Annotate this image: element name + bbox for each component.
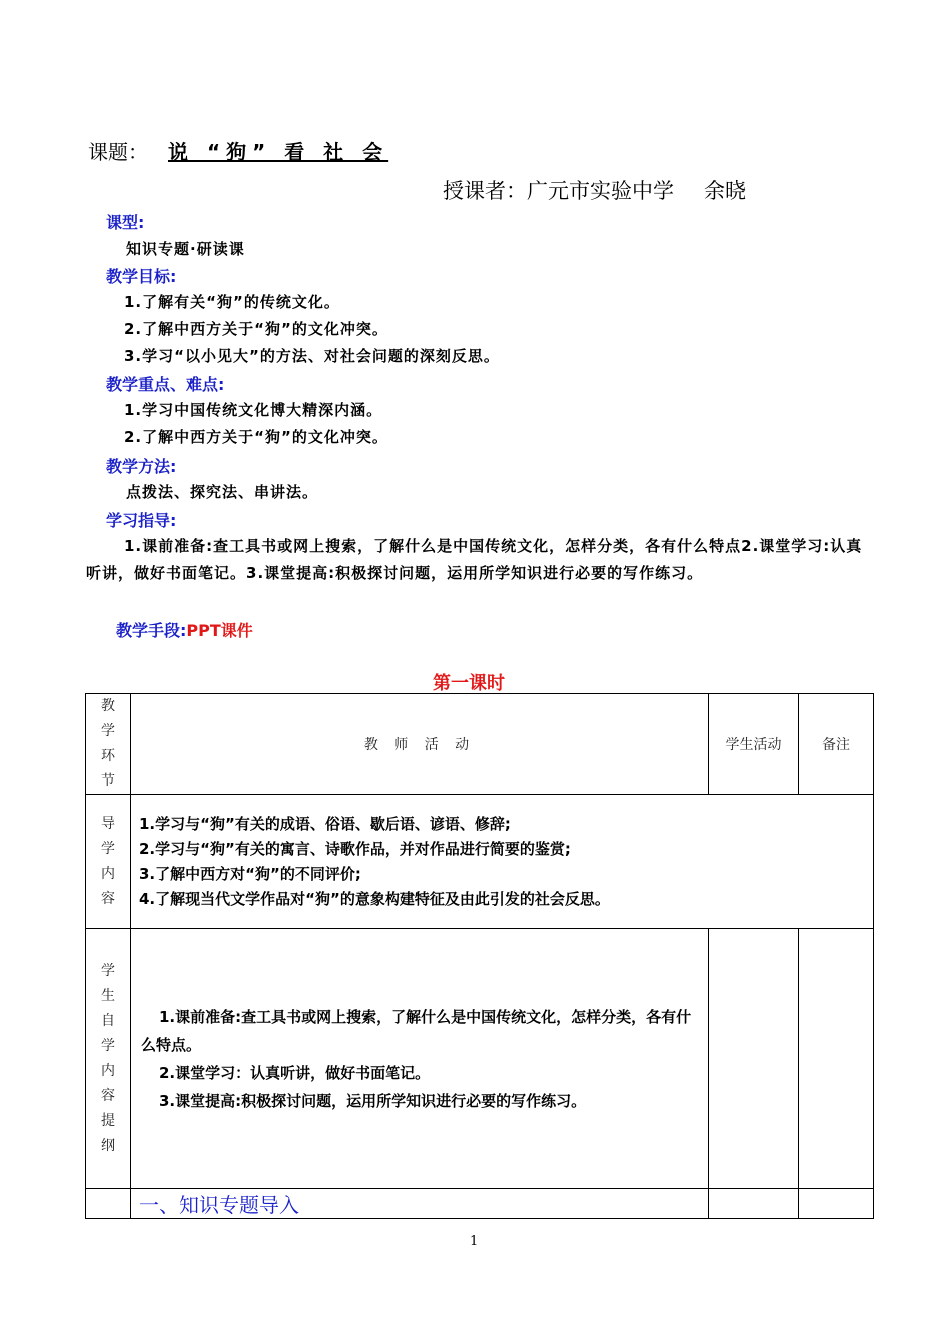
page-number: 1: [470, 1234, 479, 1249]
means-line: [116, 618, 253, 641]
means-value: PPT课件: [186, 621, 253, 640]
title-topic: 说 “狗” 看 社 会: [168, 140, 389, 164]
method-value: 点拨法、探究法、串讲法。: [126, 483, 319, 501]
self-label-char: 自: [101, 1012, 115, 1029]
type-heading: 课型:: [106, 213, 145, 232]
self-study-note-cell: [799, 929, 874, 1189]
goal-item: 2.了解中西方关于“狗”的文化冲突。: [124, 320, 388, 338]
goals-heading: 教学目标:: [106, 267, 177, 286]
section-row-label-cell: [86, 1189, 131, 1219]
header-notes: 备注: [799, 694, 874, 795]
header-teacher-activity: 教 师 活 动: [131, 694, 709, 795]
self-study-label: [86, 929, 131, 1189]
self-study-row: [86, 929, 874, 1189]
means-label: 教学手段:: [116, 621, 187, 640]
lesson-period-title: 第一课时: [433, 673, 505, 694]
guide-label-char: 容: [101, 890, 115, 907]
guide-item: 1.学习与“狗”有关的成语、俗语、歇后语、谚语、修辞;: [139, 814, 511, 833]
header-stage-char: 教: [101, 698, 115, 714]
goal-item: 1.了解有关“狗”的传统文化。: [124, 293, 340, 311]
self-study-item: 1.课前准备:查工具书或网上搜索，了解什么是中国传统文化，怎样分类，各有什么特点。: [141, 1007, 692, 1054]
guide-label-char: 内: [101, 865, 115, 882]
key-item: 1.学习中国传统文化博大精深内涵。: [124, 401, 383, 419]
title-label: 课题：: [88, 140, 148, 164]
guide-item: 4.了解现当代文学作品对“狗”的意象构建特征及由此引发的社会反思。: [139, 889, 610, 908]
section-row: [86, 1189, 874, 1219]
guide-item: 3.了解中西方对“狗”的不同评价;: [139, 864, 361, 883]
author-line: [443, 175, 746, 205]
guide-label-char: 学: [101, 840, 115, 857]
guide-row-label: [86, 795, 131, 929]
guide-item: 2.学习与“狗”有关的寓言、诗歌作品，并对作品进行简要的鉴赏;: [139, 839, 571, 858]
type-value: 知识专题·研读课: [126, 240, 245, 258]
self-study-content: [131, 929, 709, 1189]
header-stage: [86, 694, 131, 795]
guide-heading: 学习指导:: [106, 511, 177, 530]
self-study-student-cell: [709, 929, 799, 1189]
self-study-item: 2.课堂学习：认真听讲，做好书面笔记。: [159, 1063, 431, 1082]
guide-label-char: 导: [101, 815, 115, 832]
section-row-student-cell: [709, 1189, 799, 1219]
self-label-char: 内: [101, 1062, 115, 1079]
self-label-char: 纲: [101, 1137, 115, 1154]
self-label-char: 生: [101, 987, 115, 1004]
author-label: 授课者：广元市实验中学: [443, 179, 674, 203]
section-title: 一、知识专题导入: [131, 1189, 709, 1219]
guide-content-row: [86, 795, 874, 929]
header-stage-char: 节: [101, 773, 115, 789]
method-heading: 教学方法:: [106, 457, 177, 476]
goal-item: 3.学习“以小见大”的方法、对社会问题的深刻反思。: [124, 347, 500, 365]
self-label-char: 容: [101, 1087, 115, 1104]
header-student-activity: 学生活动: [709, 694, 799, 795]
lesson-plan-table: [85, 693, 874, 1219]
header-stage-char: 学: [101, 723, 115, 739]
guide-paragraph: 1.课前准备:查工具书或网上搜索，了解什么是中国传统文化，怎样分类，各有什么特点2.课堂学习:认真听讲，做好书面笔记。3.课堂提高:积极探讨问题，运用所学知识进行必要的写作练习。: [86, 537, 863, 582]
self-study-item: 3.课堂提高:积极探讨问题，运用所学知识进行必要的写作练习。: [159, 1091, 587, 1110]
lesson-title: [88, 136, 402, 165]
key-item: 2.了解中西方关于“狗”的文化冲突。: [124, 428, 388, 446]
section-row-note-cell: [799, 1189, 874, 1219]
author-name: 余晓: [704, 179, 746, 203]
self-label-char: 学: [101, 962, 115, 979]
header-stage-char: 环: [101, 748, 115, 764]
key-heading: 教学重点、难点:: [106, 375, 225, 394]
self-label-char: 学: [101, 1037, 115, 1054]
table-header-row: [86, 694, 874, 795]
self-label-char: 提: [101, 1112, 115, 1129]
guide-row-content: [131, 795, 874, 929]
